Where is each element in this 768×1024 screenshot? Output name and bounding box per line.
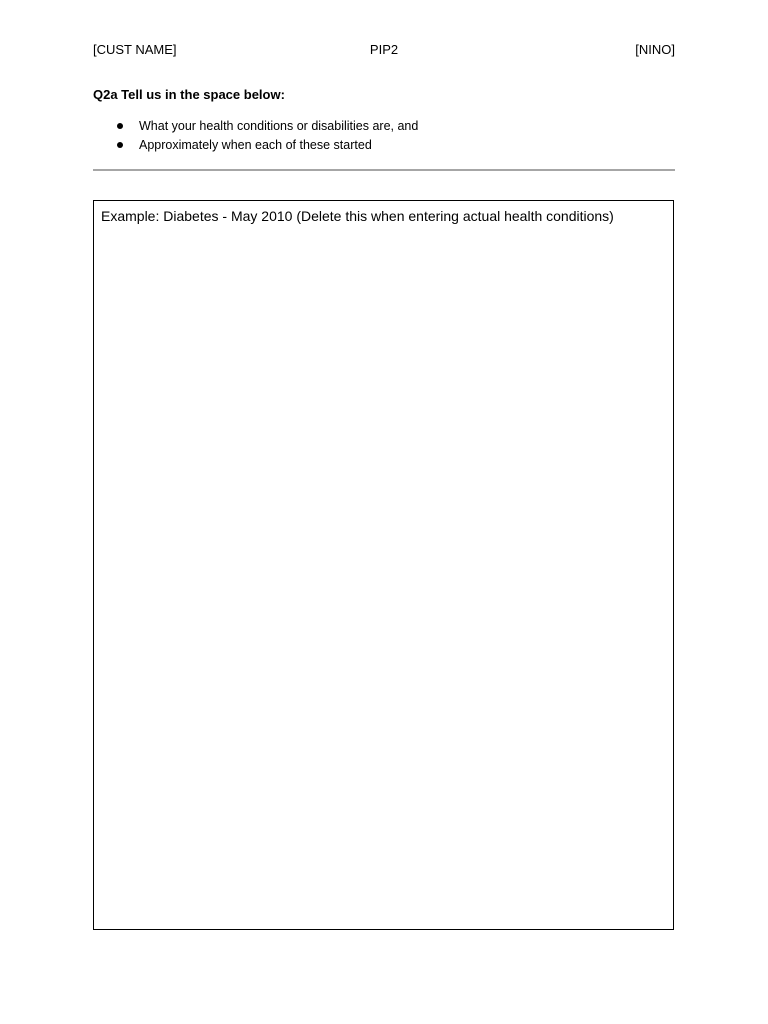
- form-code: PIP2: [369, 42, 399, 57]
- bullet-icon: [117, 142, 123, 148]
- question-bullet-list: [93, 118, 418, 156]
- bullet-icon: [117, 123, 123, 129]
- bullet-text: What your health conditions or disabilities are, and: [139, 119, 419, 133]
- answer-example-text[interactable]: Example: Diabetes - May 2010 (Delete this when entering actual health conditions): [101, 208, 614, 224]
- question-title: Q2a Tell us in the space below:: [93, 87, 285, 102]
- list-item: [93, 118, 418, 137]
- bullet-text: Approximately when each of these started: [139, 138, 372, 152]
- customer-name-field: [CUST NAME]: [93, 42, 177, 57]
- list-item: [93, 137, 418, 156]
- answer-text-area[interactable]: [93, 200, 674, 930]
- nino-field: [NINO]: [635, 42, 675, 57]
- section-divider: [93, 169, 675, 171]
- page-header: [93, 42, 675, 60]
